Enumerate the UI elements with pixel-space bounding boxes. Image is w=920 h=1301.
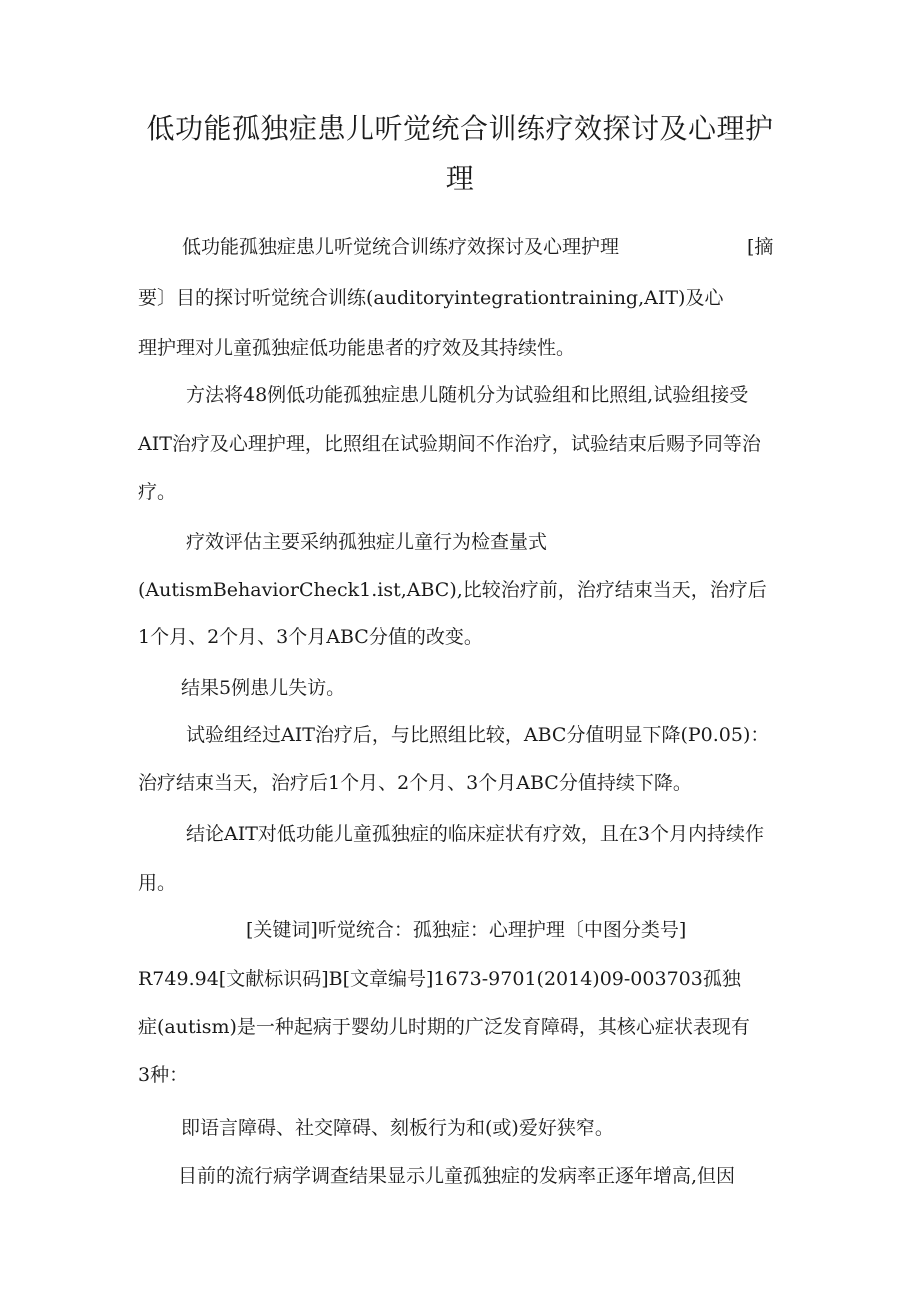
document-title-line-2: 理 <box>445 162 475 195</box>
text-line: 理护理对儿童孤独症低功能患者的疗效及其持续性。 <box>138 337 576 359</box>
text-line: 目前的流行病学调查结果显示儿童孤独症的发病率正逐年增高,但因 <box>178 1165 736 1187</box>
text-line: [关键词]听觉统合：孤独症：心理护理〔中图分类号] <box>246 919 687 941</box>
text-line: 疗效评估主要采纳孤独症儿童行为检查量式 <box>186 531 548 553</box>
text-line: 要〕目的探讨听觉统合训练(auditoryintegrationtraining,AIT)及心 <box>138 287 724 309</box>
text-line: 3种： <box>138 1064 189 1086</box>
document-title-line-1: 低功能孤独症患儿听觉统合训练疗效探讨及心理护 <box>146 112 774 145</box>
text-line: 用。 <box>138 872 177 894</box>
text-line: 试验组经过AIT治疗后，与比照组比较，ABC分值明显下降(P0.05)： <box>186 724 770 746</box>
text-line: 症(autism)是一种起病于婴幼儿时期的广泛发育障碍，其核心症状表现有 <box>138 1016 750 1038</box>
text-line: 治疗结束当天，治疗后1个月、2个月、3个月ABC分值持续下降。 <box>138 772 692 794</box>
text-line: 疗。 <box>138 481 177 503</box>
text-line: 结果5例患儿失访。 <box>181 677 346 699</box>
text-line: (AutismBehaviorCheck1.ist,ABC),比较治疗前，治疗结束当天，治疗后 <box>138 579 767 601</box>
text-line: 结论AIT对低功能儿童孤独症的临床症状有疗效，且在3个月内持续作 <box>186 823 764 845</box>
text-line: [摘 <box>747 236 774 258</box>
text-line: 方法将48例低功能孤独症患儿随机分为试验组和比照组,试验组接受 <box>186 384 749 406</box>
text-line: R749.94[文献标识码]B[文章编号]1673-9701(2014)09-003703孤独 <box>138 968 741 990</box>
text-line: 即语言障碍、社交障碍、刻板行为和(或)爱好狭窄。 <box>181 1117 614 1139</box>
text-line: 低功能孤独症患儿听觉统合训练疗效探讨及心理护理 <box>182 236 620 258</box>
text-line: AIT治疗及心理护理，比照组在试验期间不作治疗，试验结束后赐予同等治 <box>138 433 761 455</box>
text-line: 1个月、2个月、3个月ABC分值的改变。 <box>138 626 483 648</box>
